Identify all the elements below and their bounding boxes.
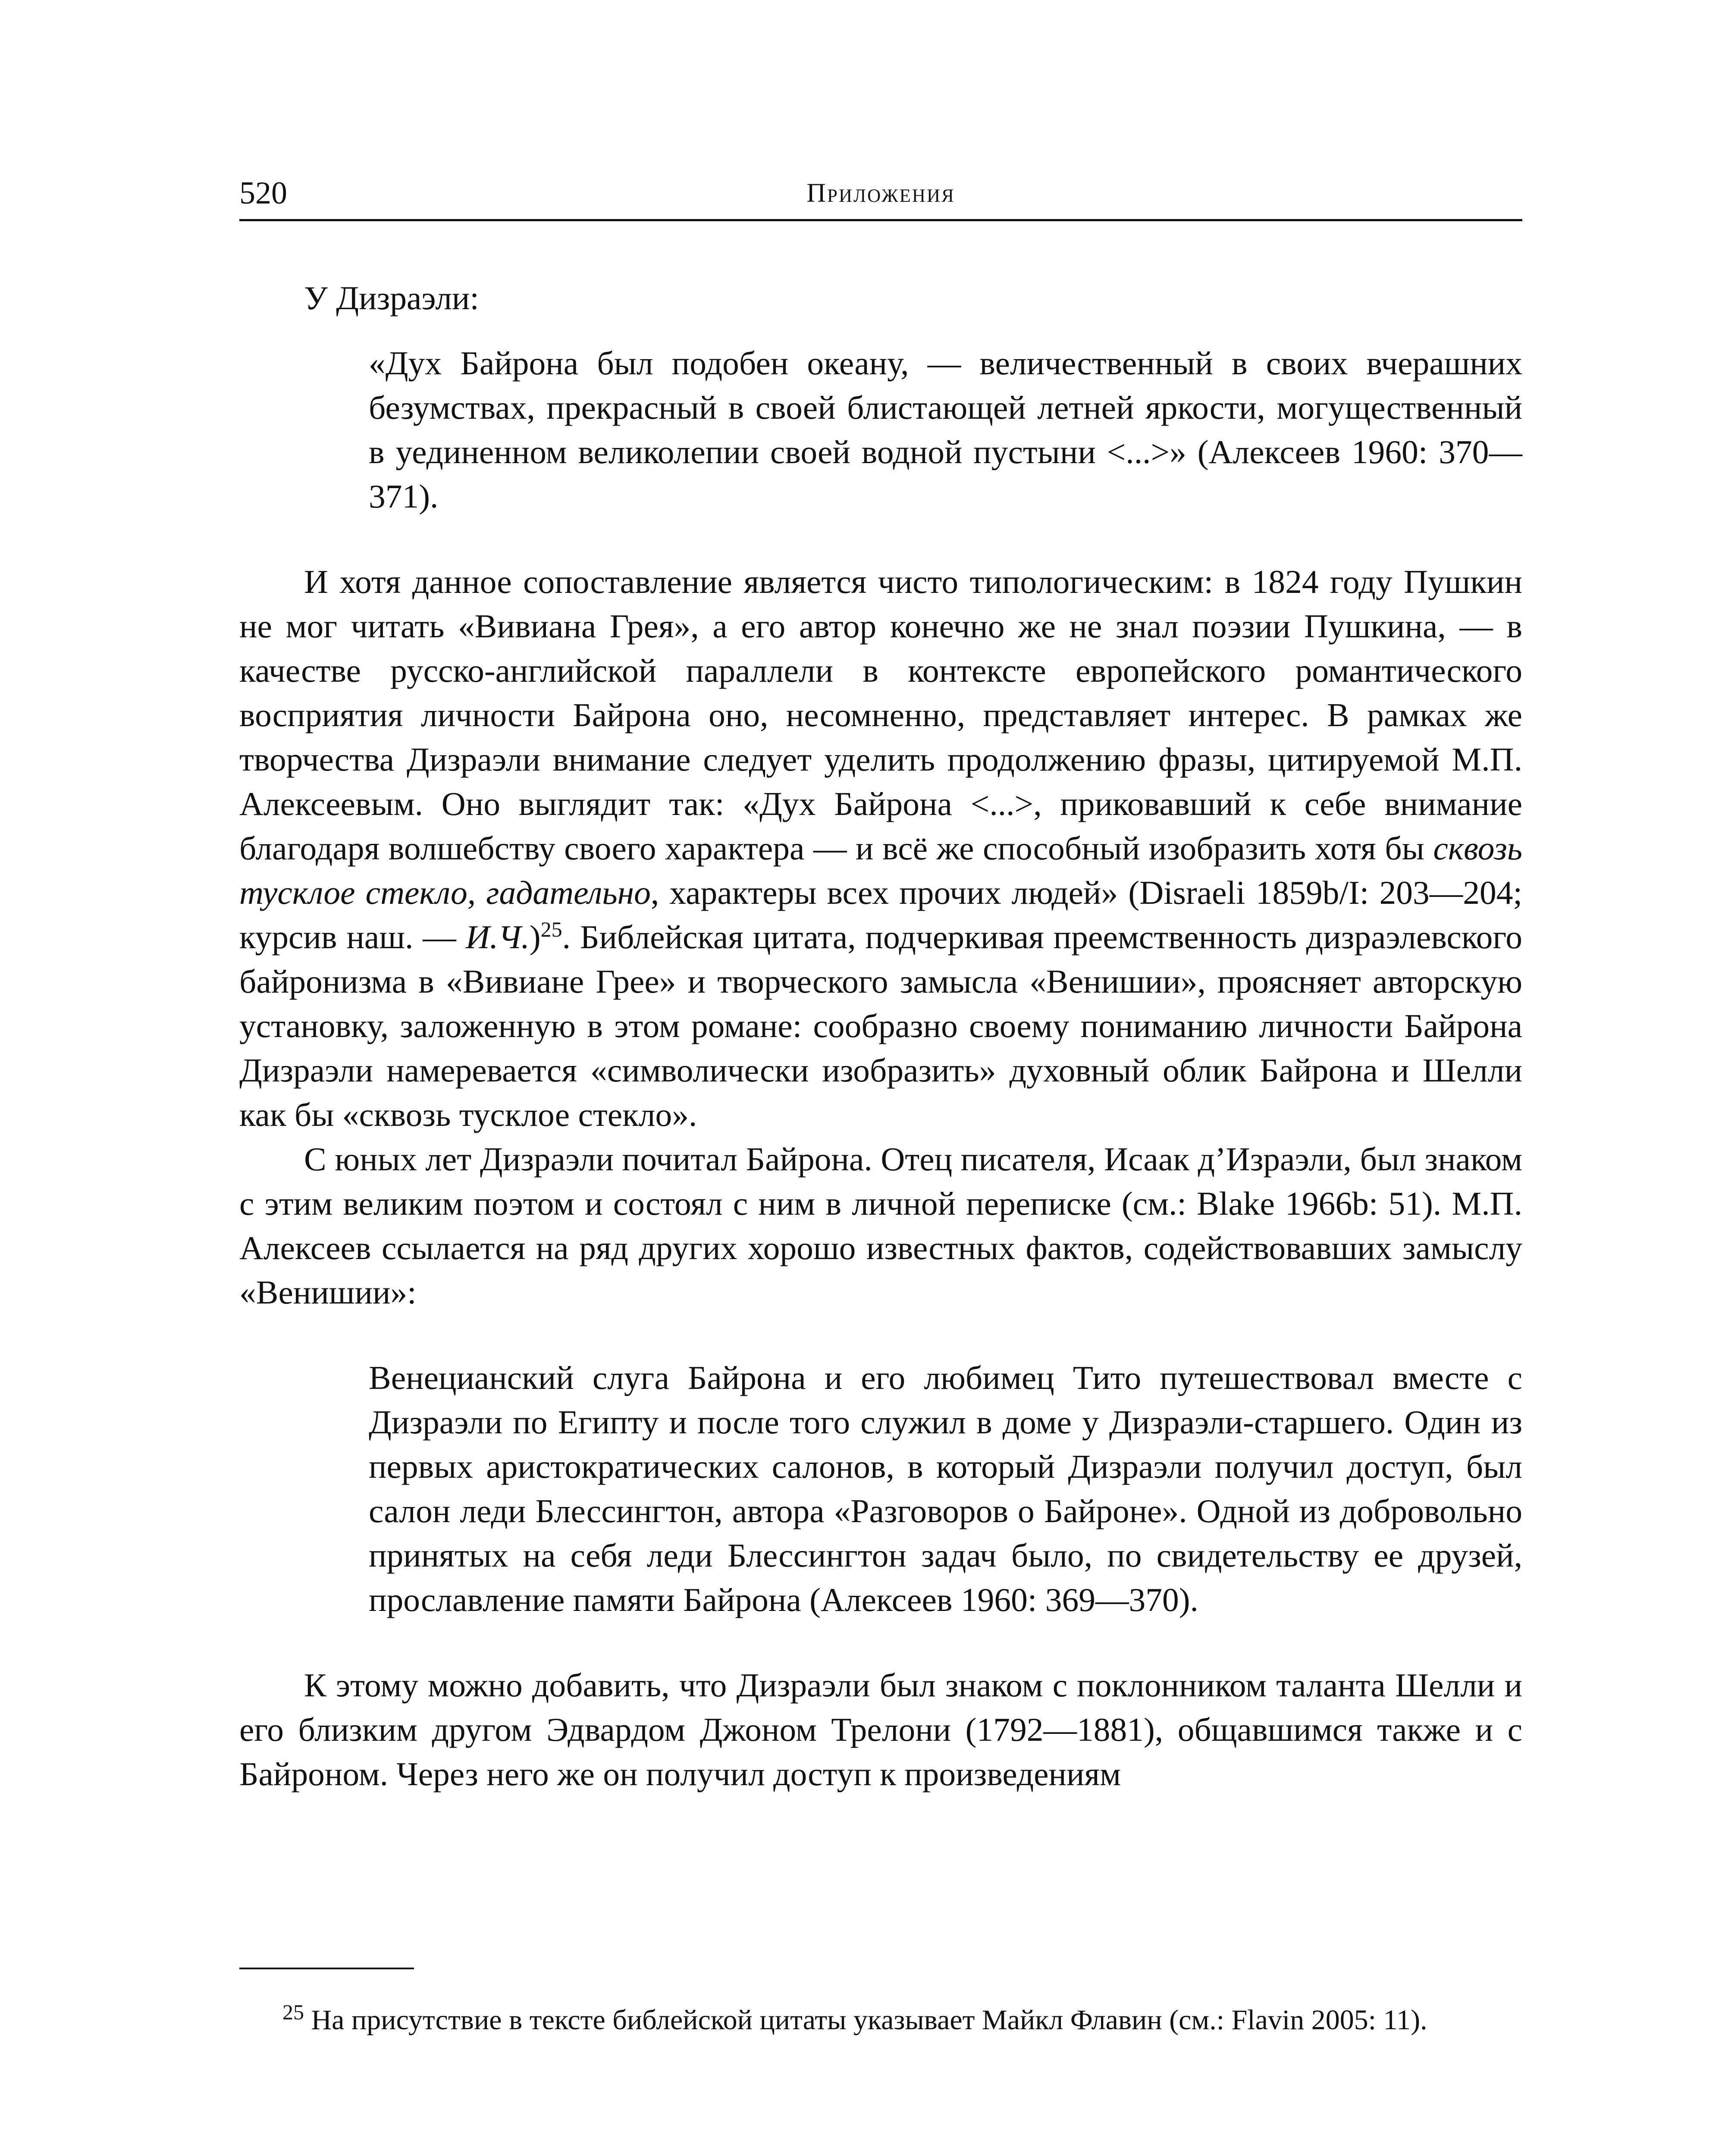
paragraph-3: К этому можно добавить, что Дизраэли был знаком с поклонником таланта Шелли и его близким другом Эдвардом Джоном Трелони (1792—1881), общавшимся также и с Байроном. Через него же он получил доступ к произведениям: [239, 1667, 1522, 1792]
page-number: 520: [239, 175, 287, 211]
footnote: [239, 2001, 1522, 2040]
header-rule: [239, 219, 1522, 221]
paragraph-1-text-c: ): [529, 918, 541, 956]
running-head: Приложения: [806, 179, 955, 208]
paragraph-1-text-d: . Библейская цитата, подчеркивая преемственность дизраэлевского байронизма в «Вивиане Грее» и творческого замысла «Венишии», проясняет авторскую установку, заложенную в этом романе: сообразно своему пониманию личности Байрона Дизраэли намеревается «символически изобразить» духовный облик Байрона и Шелли как бы «сквозь тусклое стекло».: [239, 918, 1522, 1133]
footnote-ref: 25: [540, 917, 562, 942]
paragraph-1-text-a: И хотя данное сопоставление является чисто типологическим: в 1824 году Пушкин не мог читать «Вивиана Грея», а его автор конечно же не знал поэзии Пушкина, — в качестве русско-английской параллели в контексте европейского романтического восприятия личности Байрона оно, несомненно, представляет интерес. В рамках же творчества Дизраэли внимание следует уделить продолжению фразы, цитируемой М.П. Алексеевым. Оно выглядит так: «Дух Байрона <...>, приковавший к себе внимание благодаря волшебству своего характера — и всё же способный изобразить хотя бы: [239, 563, 1522, 867]
footnote-text: На присутствие в тексте библейской цитаты указывает Майкл Флавин (см.: Flavin 2005: 11).: [304, 2004, 1427, 2036]
main-text: [239, 276, 1522, 1796]
block-quote-2: Венецианский слуга Байрона и его любимец Тито путешествовал вместе с Дизраэли по Египту и после того служил в доме у Дизраэли-старшего. Один из первых аристократических салонов, в который Дизраэли получил доступ, был салон леди Блессингтон, автора «Разговоров о Байроне». Одной из добровольно принятых на себя леди Блессингтон задач было, по свидетельству ее друзей, прославление памяти Байрона (Алексеев 1960: 369—370).: [369, 1359, 1522, 1618]
italic-phrase: сквозь тусклое стекло, гадательно: [239, 830, 1522, 911]
footnote-number: 25: [282, 2000, 304, 2024]
intro-line: У Дизраэли:: [304, 279, 479, 317]
page-header: [239, 172, 1522, 220]
author-initials: И.Ч.: [465, 918, 530, 956]
footnote-rule: [239, 1968, 414, 1969]
paragraph-2: С юных лет Дизраэли почитал Байрона. Отец писателя, Исаак д’Израэли, был знаком с этим великим поэтом и состоял с ним в личной переписке (см.: Blake 1966b: 51). М.П. Алексеев ссылается на ряд других хорошо известных фактов, содействовавших замыслу «Венишии»:: [239, 1141, 1522, 1311]
paragraph-1-text-b: , характеры всех прочих людей» (Disraeli 1859b/I: 203—204; курсив наш. —: [239, 874, 1522, 956]
block-quote-1: «Дух Байрона был подобен океану, — величественный в своих вчерашних безумствах, прекрасный в своей блистающей летней яркости, могущественный в уединенном великолепии своей водной пустыни <...>» (Алексеев 1960: 370—371).: [369, 345, 1522, 515]
paragraph-1: [239, 560, 1522, 1137]
